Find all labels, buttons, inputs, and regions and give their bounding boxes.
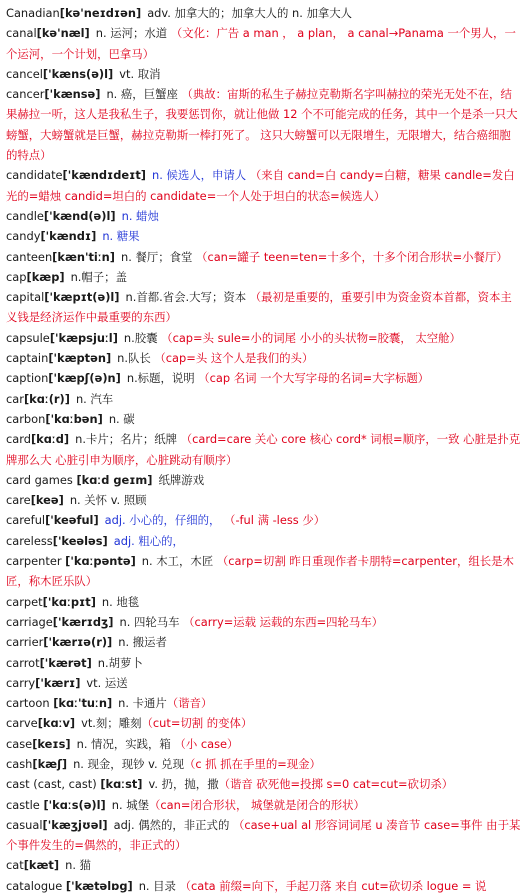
phonetic: ['kæʒjʊəl] — [42, 817, 108, 832]
phonetic: [keə] — [30, 493, 64, 508]
definition: n. 候选人，申请人 — [151, 168, 247, 183]
definition: vt.刻；雕刻 — [81, 716, 142, 731]
phonetic: ['kærət] — [39, 655, 92, 670]
entry-canal — [6, 23, 521, 64]
definition: adj. 小心的，仔细的， — [104, 513, 221, 528]
phonetic: ['kæpɪt(ə)l] — [44, 290, 120, 305]
definition: n. 目录 — [138, 878, 176, 893]
definition: n. 蜡烛 — [121, 208, 159, 223]
headword: card — [6, 432, 31, 447]
definition: n. 卡通片 — [118, 696, 167, 711]
mnemonic-note: （谐音 砍死他=投掷 s=0 cat=cut=砍切杀） — [218, 777, 454, 792]
entry-capital — [6, 287, 521, 328]
definition: vt. 运送 — [86, 675, 128, 690]
mnemonic-note: （carry=运载 运载的东西=四轮马车） — [183, 614, 384, 629]
headword: care — [6, 493, 31, 508]
phonetic: [kɑːd] — [30, 432, 70, 447]
mnemonic-note: （小 case） — [174, 736, 239, 751]
headword: careless — [6, 533, 53, 548]
mnemonic-note: （谐音） — [166, 696, 213, 711]
headword: catalogue — [6, 878, 63, 893]
headword: card games — [6, 472, 73, 487]
entry-captain — [6, 348, 521, 368]
entry-care — [6, 490, 521, 510]
headword: captain — [6, 351, 49, 366]
phonetic: ['kærɪ] — [35, 675, 81, 690]
definition: n. 城堡 — [111, 797, 149, 812]
entry-castle — [6, 795, 521, 815]
phonetic: ['kændɪ] — [40, 229, 97, 244]
phonetic: [keɪs] — [32, 736, 71, 751]
mnemonic-note: （cap 名词 一个大写字母的名词=大字标题） — [198, 371, 430, 386]
entry-canteen — [6, 247, 521, 267]
mnemonic-note: （can=闭合形状， 城堡就是闭合的形状） — [149, 797, 365, 812]
entry-carbon — [6, 409, 521, 429]
headword: capsule — [6, 330, 50, 345]
mnemonic-note: （典故：宙斯的私生子赫拉克勒斯名字叫赫拉的荣光无处不在，结果赫拉一听，这人是我私生子，我要惩罚你，就让他做 12 个不可能完成的任务，其中一个是杀一只大螃蟹，大螃蟹就是巨蟹，赫拉克勒斯一棒打死了。 这只大螃蟹可以无限增生，无限增大，结合癌细胞的特点） — [6, 87, 518, 163]
mnemonic-note: （case+ual al 形容词词尾 u 凑音节 case=事件 由于某个事件发生的=偶然的，非正式的） — [6, 817, 521, 853]
mnemonic-note: （最初是重要的，重要引申为资金资本首都，资本主义钱是经济运作中最重要的东西） — [6, 290, 512, 325]
headword: cancel — [6, 66, 43, 81]
headword: candy — [6, 229, 41, 244]
definition: n.胡萝卜 — [97, 655, 143, 670]
headword: car — [6, 391, 24, 406]
definition: n.首都.省会.大写；资本 — [125, 290, 247, 305]
phonetic: ['keəful] — [45, 513, 99, 528]
definition: n. 地毯 — [101, 594, 140, 609]
headword: castle — [6, 797, 40, 812]
definition: n. 糖果 — [102, 229, 140, 244]
phonetic: [kə'neɪdɪən] — [59, 6, 142, 20]
headword: careful — [6, 513, 46, 528]
entry-card — [6, 429, 521, 470]
phonetic: ['kɑːpɪt] — [42, 594, 96, 609]
entry-careless — [6, 531, 521, 551]
headword: cancer — [6, 87, 45, 102]
phonetic: [kɑːst] — [100, 777, 143, 792]
phonetic: ['kænd(ə)l] — [43, 208, 116, 223]
definition: vt. 取消 — [119, 66, 161, 81]
phonetic: ['kæptən] — [48, 351, 112, 366]
definition: 纸牌游戏 — [158, 472, 205, 487]
headword: cat — [6, 858, 24, 873]
entry-cap — [6, 267, 521, 287]
headword: carriage — [6, 614, 53, 629]
headword: case — [6, 736, 33, 751]
mnemonic-note: （cata 前缀=向下，手起刀落 来自 cut=砍切杀 logue = 说 — [179, 878, 487, 893]
phonetic: ['kɑːs(ə)l] — [43, 797, 106, 812]
headword: caption — [6, 371, 49, 386]
definition: adj. 偶然的，非正式的 — [113, 817, 230, 832]
entry-capsule — [6, 328, 521, 348]
entry-candle — [6, 206, 521, 226]
phonetic: [kɑː(r)] — [23, 391, 70, 406]
definition: n.帽子；盖 — [70, 269, 127, 284]
definition: n. 癌，巨蟹座 — [106, 87, 178, 102]
definition: n.标题，说明 — [126, 371, 195, 386]
phonetic: [kæt] — [23, 858, 60, 873]
entry-canadian — [6, 3, 521, 23]
phonetic: ['kændɪdeɪt] — [62, 168, 146, 183]
definition: n. 情况，实践，箱 — [76, 736, 171, 751]
definition: n.队长 — [117, 351, 151, 366]
headword: capital — [6, 290, 45, 305]
headword: candidate — [6, 168, 63, 183]
headword: Canadian — [6, 6, 60, 20]
entry-cat — [6, 855, 521, 875]
headword: carrot — [6, 655, 40, 670]
phonetic: ['kæpsjuːl] — [49, 330, 118, 345]
phonetic: [kæʃ] — [32, 756, 68, 771]
mnemonic-note: （cut=切割 的变体） — [141, 716, 253, 731]
definition: n. 猫 — [65, 858, 91, 873]
entry-cartoon — [6, 693, 521, 713]
headword: candle — [6, 208, 44, 223]
entry-carpet — [6, 592, 521, 612]
definition: n. 关怀 v. 照顾 — [69, 493, 147, 508]
definition: n. 碳 — [108, 411, 135, 426]
mnemonic-note: （cap=头 这个人是我们的头） — [154, 351, 314, 366]
entry-car — [6, 389, 521, 409]
mnemonic-note: （文化：广告 a man ， a plan， a canal→Panama 一个男人，一个运河，一个计划，巴拿马） — [6, 26, 516, 61]
entry-carrier — [6, 632, 521, 652]
phonetic: [kɑːd geɪm] — [76, 472, 153, 487]
entry-cash — [6, 754, 521, 774]
phonetic: [kæp] — [26, 269, 65, 284]
headword: canteen — [6, 249, 53, 264]
phonetic: ['kætəlɒg] — [65, 878, 133, 893]
headword: cast (cast, cast) — [6, 777, 97, 792]
mnemonic-note: （carp=切割 昨日重现作者卡朋特=carpenter，组长是木匠，称木匠乐队） — [6, 554, 514, 589]
headword: casual — [6, 817, 43, 832]
mnemonic-note: （can=罐子 teen=ten=十多个，十多个闭合形状=小餐厅） — [196, 249, 508, 264]
entry-carriage — [6, 612, 521, 632]
headword: carpenter — [6, 554, 62, 569]
phonetic: ['kɑːpəntə] — [65, 554, 136, 569]
phonetic: ['kænsə] — [44, 87, 101, 102]
phonetic: [kæn'tiːn] — [52, 249, 115, 264]
mnemonic-note: （card=care 关心 core 核心 cord* 词根=顺序，一致 心脏是扑克牌那么大 心脏引申为顺序，心脏跳动有顺序） — [6, 432, 521, 467]
definition: n. 现金，现钞 v. 兑现 — [73, 756, 184, 771]
definition: n. 木工，木匠 — [141, 554, 214, 569]
headword: carry — [6, 675, 36, 690]
entry-cancel — [6, 64, 521, 84]
definition: n.卡片；名片；纸牌 — [75, 432, 178, 447]
phonetic: ['keələs] — [52, 533, 108, 548]
definition: n. 四轮马车 — [119, 614, 180, 629]
headword: carbon — [6, 411, 46, 426]
entry-casual — [6, 815, 521, 856]
mnemonic-note: （c 抓 抓在手里的=现金） — [183, 756, 321, 771]
phonetic: ['kæpʃ(ə)n] — [48, 371, 121, 386]
phonetic: ['kærɪə(r)] — [43, 635, 113, 650]
definition: adv. 加拿大的；加拿大人的 n. 加拿大人 — [147, 6, 353, 20]
phonetic: [kɑːv] — [37, 716, 76, 731]
definition: adj. 粗心的， — [113, 533, 184, 548]
entry-carpenter — [6, 551, 521, 592]
headword: carpet — [6, 594, 43, 609]
phonetic: [kə'næl] — [36, 26, 90, 41]
entry-carrot — [6, 653, 521, 673]
headword: cap — [6, 269, 27, 284]
definition: n. 汽车 — [75, 391, 114, 406]
entry-catalogue — [6, 876, 521, 896]
entry-candidate — [6, 165, 521, 206]
definition: n.胶囊 — [123, 330, 158, 345]
mnemonic-note: （-ful 满 -less 少） — [224, 513, 326, 528]
definition: n. 餐厅；食堂 — [121, 249, 193, 264]
phonetic: ['kɑːbən] — [45, 411, 103, 426]
phonetic: [kɑː'tuːn] — [53, 696, 113, 711]
entry-carve — [6, 713, 521, 733]
mnemonic-note: （来自 cand=白 candy=白糖，糖果 candle=发白光的=蜡烛 candid=坦白的 candidate=一个人处于坦白的状态=候选人） — [6, 168, 515, 203]
headword: cash — [6, 756, 33, 771]
definition: v. 扔，抛，撒 — [148, 777, 219, 792]
mnemonic-note: （cap=头 sule=小的词尾 小小的头状物=胶囊， 太空舱） — [161, 330, 461, 345]
definition: n. 运河；水道 — [95, 26, 168, 41]
headword: carrier — [6, 635, 44, 650]
entry-cast — [6, 774, 521, 794]
entry-careful — [6, 510, 521, 530]
phonetic: ['kæns(ə)l] — [42, 66, 114, 81]
entry-cancer — [6, 84, 521, 165]
entry-card-games — [6, 470, 521, 490]
headword: carve — [6, 716, 38, 731]
entry-caption — [6, 368, 521, 388]
entry-case — [6, 734, 521, 754]
definition: n. 搬运者 — [118, 635, 167, 650]
entry-carry — [6, 673, 521, 693]
entry-candy — [6, 226, 521, 246]
headword: canal — [6, 26, 37, 41]
headword: cartoon — [6, 696, 50, 711]
phonetic: ['kærɪdʒ] — [52, 614, 114, 629]
